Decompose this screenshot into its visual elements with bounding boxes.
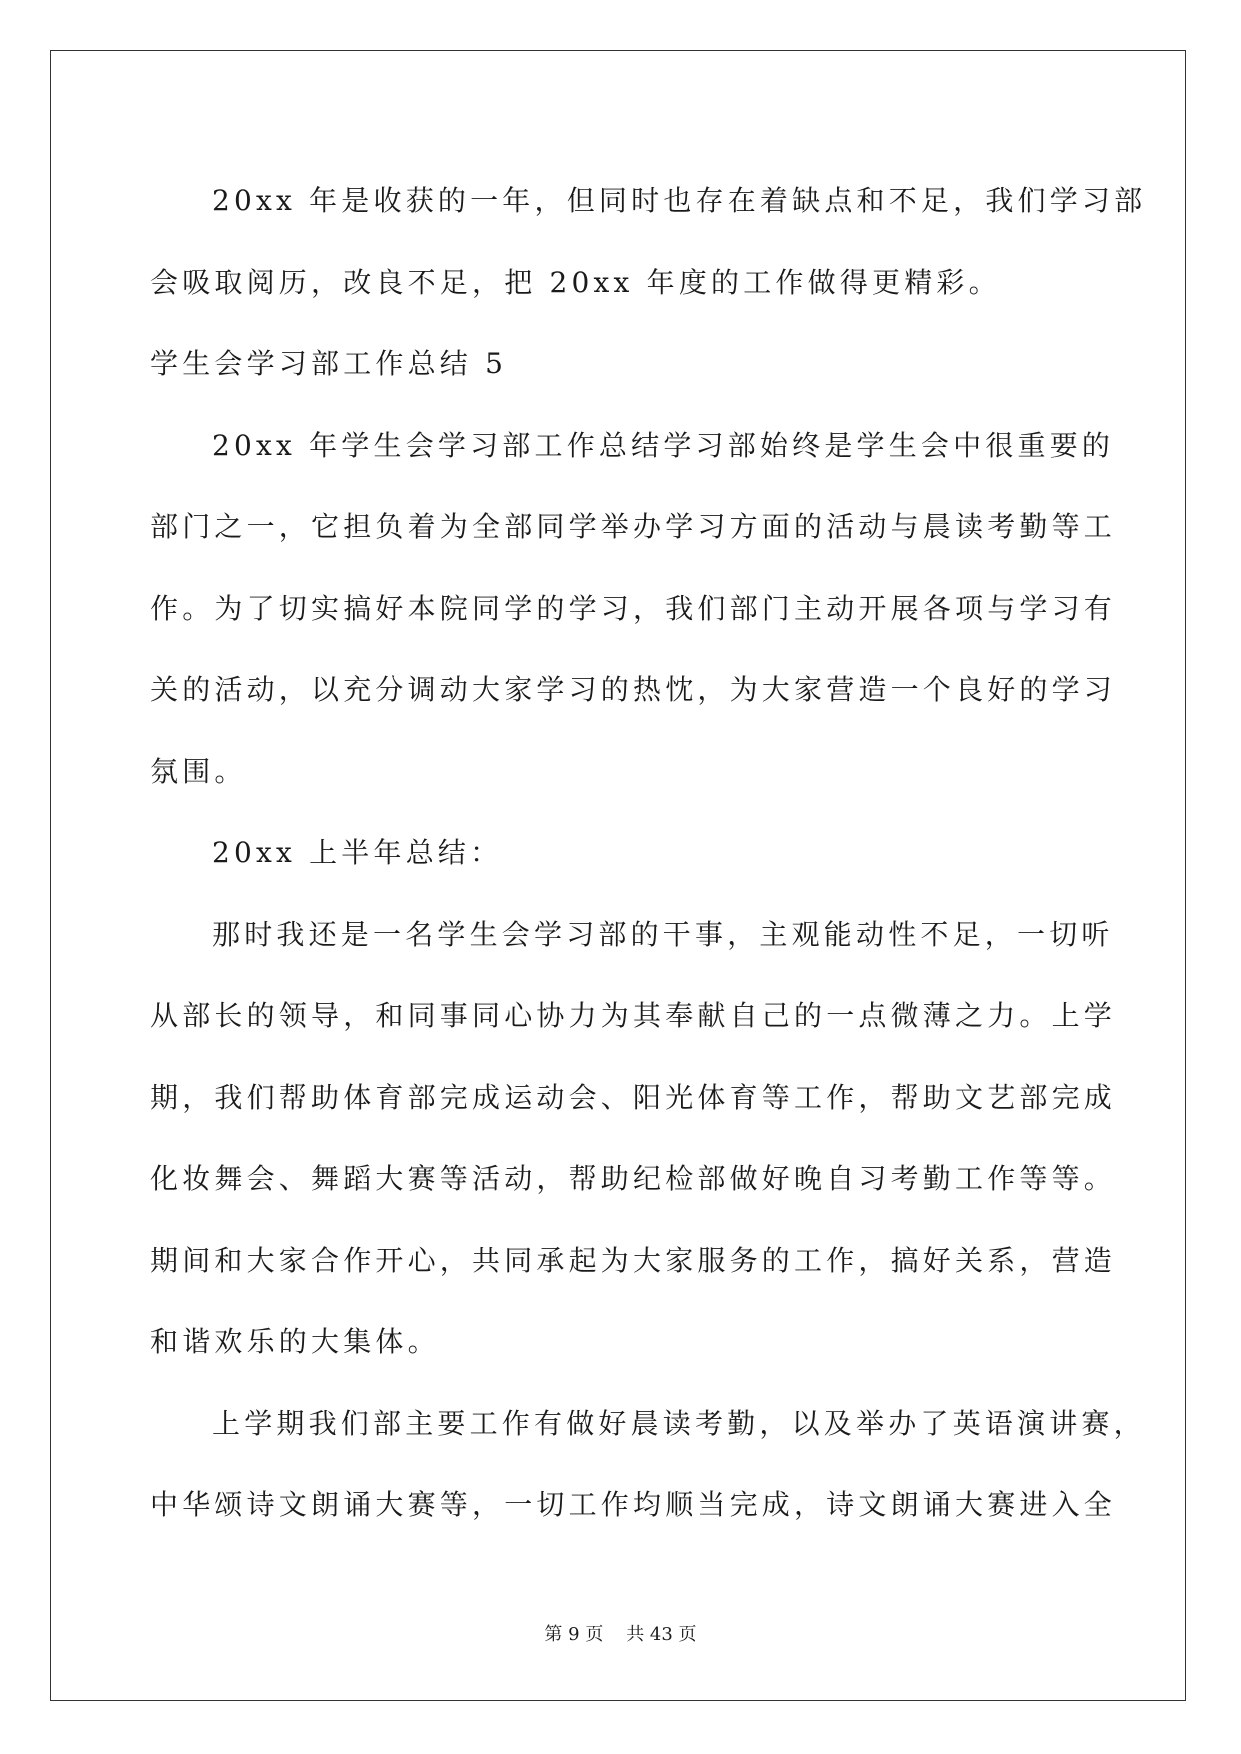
paragraph-line: 期，我们帮助体育部完成运动会、阳光体育等工作，帮助文艺部完成 [150, 1080, 1117, 1114]
document-body [150, 160, 1147, 1546]
paragraph-line: 20xx 年是收获的一年，但同时也存在着缺点和不足，我们学习部 [212, 184, 1147, 217]
paragraph-line: 作。为了切实搞好本院同学的学习，我们部门主动开展各项与学习有 [150, 591, 1117, 625]
paragraph-line: 关的活动，以充分调动大家学习的热忱，为大家营造一个良好的学习 [150, 673, 1117, 706]
section-heading: 学生会学习部工作总结 5 [150, 347, 508, 380]
subheading: 20xx 上半年总结： [212, 836, 503, 869]
paragraph-line: 从部长的领导，和同事同心协力为其奉献自己的一点微薄之力。上学 [150, 999, 1117, 1032]
page-number-footer: 第 9 页 共 43 页 [544, 1624, 697, 1645]
paragraph-line: 上学期我们部主要工作有做好晨读考勤，以及举办了英语演讲赛， [212, 1406, 1146, 1440]
paragraph-line: 期间和大家合作开心，共同承起为大家服务的工作，搞好关系，营造 [150, 1243, 1117, 1277]
paragraph-line: 会吸取阅历，改良不足，把 20xx 年度的工作做得更精彩。 [150, 265, 1001, 299]
paragraph-line: 中华颂诗文朗诵大赛等，一切工作均顺当完成，诗文朗诵大赛进入全 [150, 1488, 1117, 1521]
paragraph-line: 化妆舞会、舞蹈大赛等活动，帮助纪检部做好晚自习考勤工作等等。 [150, 1162, 1117, 1195]
paragraph-line: 那时我还是一名学生会学习部的干事，主观能动性不足，一切听 [212, 917, 1114, 951]
paragraph-line: 氛围。 [150, 754, 247, 788]
paragraph-line: 20xx 年学生会学习部工作总结学习部始终是学生会中很重要的 [212, 428, 1115, 462]
paragraph-line: 和谐欢乐的大集体。 [150, 1325, 440, 1358]
paragraph-line: 部门之一，它担负着为全部同学举办学习方面的活动与晨读考勤等工 [150, 510, 1117, 543]
